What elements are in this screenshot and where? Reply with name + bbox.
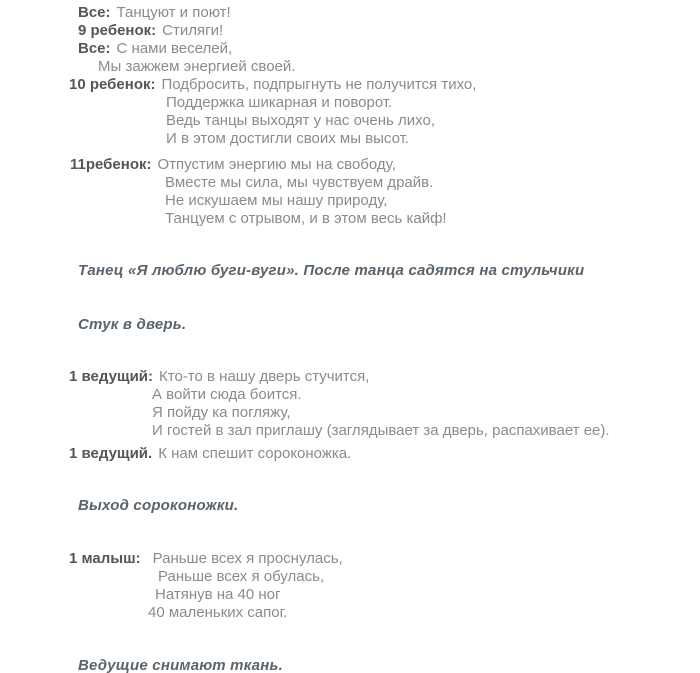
speaker-label: 10 ребенок: [69,76,156,93]
stage-direction: Стук в дверь. [78,316,187,333]
speech-text: Танцуем с отрывом, и в этом весь кайф! [165,210,447,227]
speech-text: Стиляги! [162,22,224,39]
speech-text: Отпустим энергию мы на свободу, [157,156,396,173]
speech-text: И в этом достигли своих мы высот. [166,130,409,147]
dialogue-line [152,404,700,422]
stage-direction: Ведущие снимают ткань. [78,657,283,673]
speaker-label: 1 малыш: [69,550,141,567]
speaker-label: 9 ребенок: [78,22,157,39]
dialogue-line [69,368,700,386]
speaker-label: 1 ведущий. [69,445,153,462]
dialogue-line [69,76,700,94]
dialogue-line [165,174,700,192]
speech-text: Не искушаем мы нашу природу, [165,192,388,209]
dialogue-line [148,604,700,622]
speech-text: С нами веселей, [116,40,233,57]
dialogue-line [78,4,700,22]
speaker-label: 1 ведущий: [69,368,154,385]
dialogue-line [166,130,700,148]
dialogue-line [152,422,700,440]
speech-text: Натянув на 40 ног [155,586,281,603]
speech-text: К нам спешит сороконожка. [158,445,352,462]
stage-direction: Выход сороконожки. [78,497,239,514]
dialogue-line [166,112,700,130]
speaker-label: 11ребенок: [70,156,152,173]
speech-text: 40 маленьких сапог. [148,604,288,621]
speaker-label: Все: [78,40,111,57]
dialogue-line [165,192,700,210]
speech-text: Подбросить, подпрыгнуть не получится тихо, [161,76,477,93]
speech-text: Раньше всех я проснулась, [152,550,343,567]
dialogue-line [165,210,700,228]
speech-text: Я пойду ка погляжу, [152,404,291,421]
speech-text: Вместе мы сила, мы чувствуем драйв. [165,174,434,191]
speaker-label: Все: [78,4,111,21]
dialogue-line [78,40,700,58]
stage-direction: Танец «Я люблю буги-вуги». После танца садятся на стульчики [78,262,585,279]
dialogue-line [78,22,700,40]
speech-text: Поддержка шикарная и поворот. [166,94,393,111]
dialogue-line [70,156,700,174]
dialogue-line [98,58,700,76]
speech-text: А войти сюда боится. [152,386,302,403]
speech-text: Ведь танцы выходят у нас очень лихо, [166,112,435,129]
speech-text: Кто-то в нашу дверь стучится, [159,368,370,385]
dialogue-line [69,445,700,463]
speech-text: И гостей в зал приглашу (заглядывает за дверь, распахивает ее). [152,422,610,439]
speech-text: Мы зажжем энергией своей. [98,58,296,75]
dialogue-line [155,586,700,604]
dialogue-line [152,386,700,404]
dialogue-line [158,568,700,586]
speech-text: Раньше всех я обулась, [158,568,325,585]
dialogue-line [69,550,700,568]
speech-text: Танцуют и поют! [116,4,231,21]
dialogue-line [166,94,700,112]
